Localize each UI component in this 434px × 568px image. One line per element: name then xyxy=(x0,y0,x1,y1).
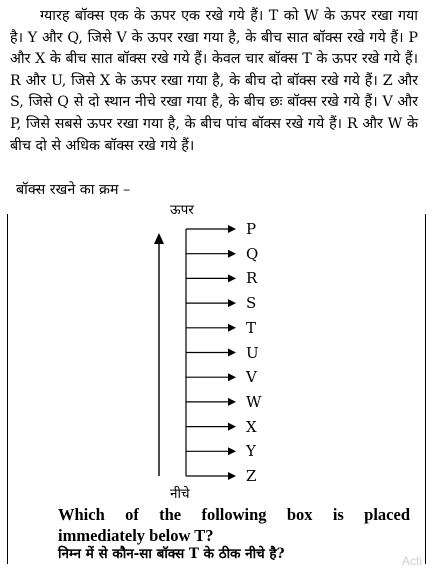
arrow-head-icon xyxy=(228,225,236,233)
question-hindi: निम्न में से कौन-सा बॉक्स T के ठीक नीचे है? xyxy=(58,546,285,562)
box-label: U xyxy=(246,343,259,362)
bottom-label: नीचे xyxy=(170,486,190,502)
arrow-head-icon xyxy=(228,250,236,258)
box-label: S xyxy=(246,294,257,313)
arrow-head-icon xyxy=(228,349,236,357)
arrangement-label: बॉक्स रखने का क्रम – xyxy=(16,182,131,198)
arrow-head-icon xyxy=(228,447,236,455)
arrow-head-icon xyxy=(228,472,236,480)
box-label: X xyxy=(246,417,257,436)
box-label: T xyxy=(246,318,257,337)
box-label: Y xyxy=(246,442,256,461)
arrow-head-icon xyxy=(228,373,236,381)
arrow-head-icon xyxy=(228,398,236,406)
arrow-head-icon xyxy=(228,324,236,332)
top-label: ऊपर xyxy=(170,202,194,218)
question-en-line1: Which of the following box is placed xyxy=(58,505,410,524)
arrow-head-icon xyxy=(228,274,236,282)
box-label: W xyxy=(246,392,262,411)
arrow-head-icon xyxy=(228,423,236,431)
box-label: Z xyxy=(246,467,257,485)
watermark: Acti xyxy=(402,554,423,568)
question-en-line2: immediately below T? xyxy=(58,526,214,545)
box-label: R xyxy=(246,269,258,288)
arrow-head-icon xyxy=(228,299,236,307)
box-label: P xyxy=(246,220,257,238)
puzzle-passage: ग्यारह बॉक्स एक के ऊपर एक रखे गये हैं। T को W के ऊपर रखा गया है। Y और Q, जिसे V के ऊपर रखा गया है, के बीच सात बॉक्स रखे गये हैं। P और X के बीच सात बॉक्स रखे गये हैं। केवल चार बॉक्स T के ऊपर रखे गये हैं। R और U, जिसे X के ऊपर रखा गया है, के बीच दो बॉक्स रखे गये हैं। Z और S, जिसे Q से दो स्थान नीचे रखा गया है, के बीच छः बॉक्स रखे गये हैं। V और P, जिसे सबसे ऊपर रखा गया है, के बीच पांच बॉक्स रखे गये हैं। R और W के बीच दो से अधिक बॉक्स रखे गये हैं। xyxy=(10,8,418,154)
box-label: V xyxy=(246,368,257,387)
box-label: Q xyxy=(246,244,259,263)
up-arrow-head-icon xyxy=(154,233,164,244)
